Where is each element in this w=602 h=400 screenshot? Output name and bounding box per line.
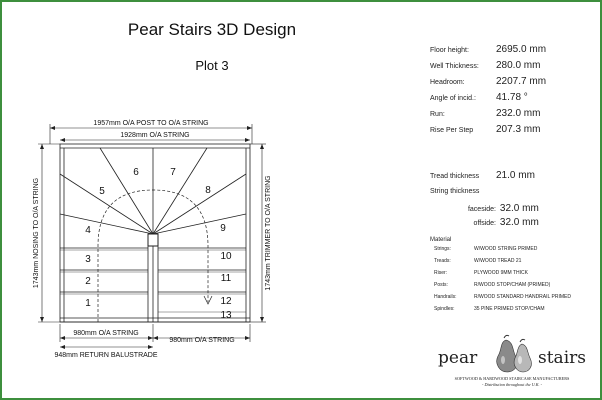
step-number: 6	[133, 167, 139, 178]
material-riser: Riser: PLYWOOD 9MM THICK	[434, 270, 528, 276]
winder-line	[60, 214, 153, 234]
material-handrails: Handrails: R/WOOD STANDARD HANDRAIL PRIMED	[434, 294, 571, 300]
winder-line	[60, 174, 153, 234]
plot-label: Plot 3	[195, 58, 229, 73]
spec-angle: Angle of incid.: 41.78 °	[430, 92, 528, 103]
pear-stairs-logo	[432, 332, 592, 392]
step-number: 5	[99, 186, 105, 197]
step-number: 4	[85, 225, 91, 236]
winder-line	[153, 174, 246, 234]
step-number: 9	[220, 223, 226, 234]
pear-icon	[490, 332, 536, 374]
dim-left: 1743mm NOSING TO O/A STRING	[33, 177, 40, 289]
spec-floor-height: Floor height: 2695.0 mm	[430, 44, 547, 55]
step-number: 8	[205, 185, 211, 196]
step-number: 12	[220, 296, 232, 307]
logo-distribution: - Distribution throughout the U.K. -	[482, 382, 542, 387]
spec-headroom: Headroom: 2207.7 mm	[430, 76, 547, 87]
step-number: 7	[170, 167, 176, 178]
spec-run: Run: 232.0 mm	[430, 108, 541, 119]
material-spindles: Spindles: 35 PINE PRIMED STOP/CHAM	[434, 306, 545, 312]
winder-line	[153, 214, 246, 234]
materials-heading: Material	[430, 237, 452, 243]
step-number: 13	[220, 310, 232, 321]
spec-offside: offside: 32.0 mm	[473, 217, 539, 228]
material-strings: Strings: W/WOOD STRING PRIMED	[434, 246, 538, 252]
dim-top-outer: 1957mm O/A POST TO O/A STRING	[93, 120, 209, 127]
step-number: 1	[85, 298, 91, 309]
newel-post	[148, 234, 158, 246]
logo-word-left: pear	[438, 348, 478, 368]
step-number: 11	[220, 273, 232, 284]
spec-well-thickness: Well Thickness: 280.0 mm	[430, 60, 541, 71]
spec-tread-thickness: Tread thickness 21.0 mm	[430, 170, 535, 181]
material-posts: Posts: R/WOOD STOP/CHAM (PRIMED)	[434, 282, 551, 288]
step-number: 3	[85, 254, 91, 265]
spec-faceside: faceside: 32.0 mm	[467, 203, 539, 214]
spec-rise: Rise Per Step 207.3 mm	[430, 124, 541, 135]
dim-bottom-right: 980mm O/A STRING	[169, 337, 235, 344]
dim-balustrade: 948mm RETURN BALUSTRADE	[54, 352, 158, 359]
spec-string-thickness: String thickness	[430, 188, 480, 195]
dim-right: 1743mm TRIMMER TO O/A STRING	[265, 175, 272, 291]
logo-tagline: SOFTWOOD & HARDWOOD STAIRCASE MANUFACTURERS	[454, 376, 570, 381]
material-treads: Treads: W/WOOD TREAD 21	[434, 258, 522, 264]
step-number: 10	[220, 251, 232, 262]
winder-line	[100, 148, 153, 234]
page-title: Pear Stairs 3D Design	[127, 20, 297, 39]
winder-line	[153, 148, 207, 234]
dim-bottom-left: 980mm O/A STRING	[73, 330, 139, 337]
step-number: 2	[85, 276, 91, 287]
dim-top-inner: 1928mm O/A STRING	[120, 132, 190, 139]
logo-word-right: stairs	[538, 348, 586, 368]
